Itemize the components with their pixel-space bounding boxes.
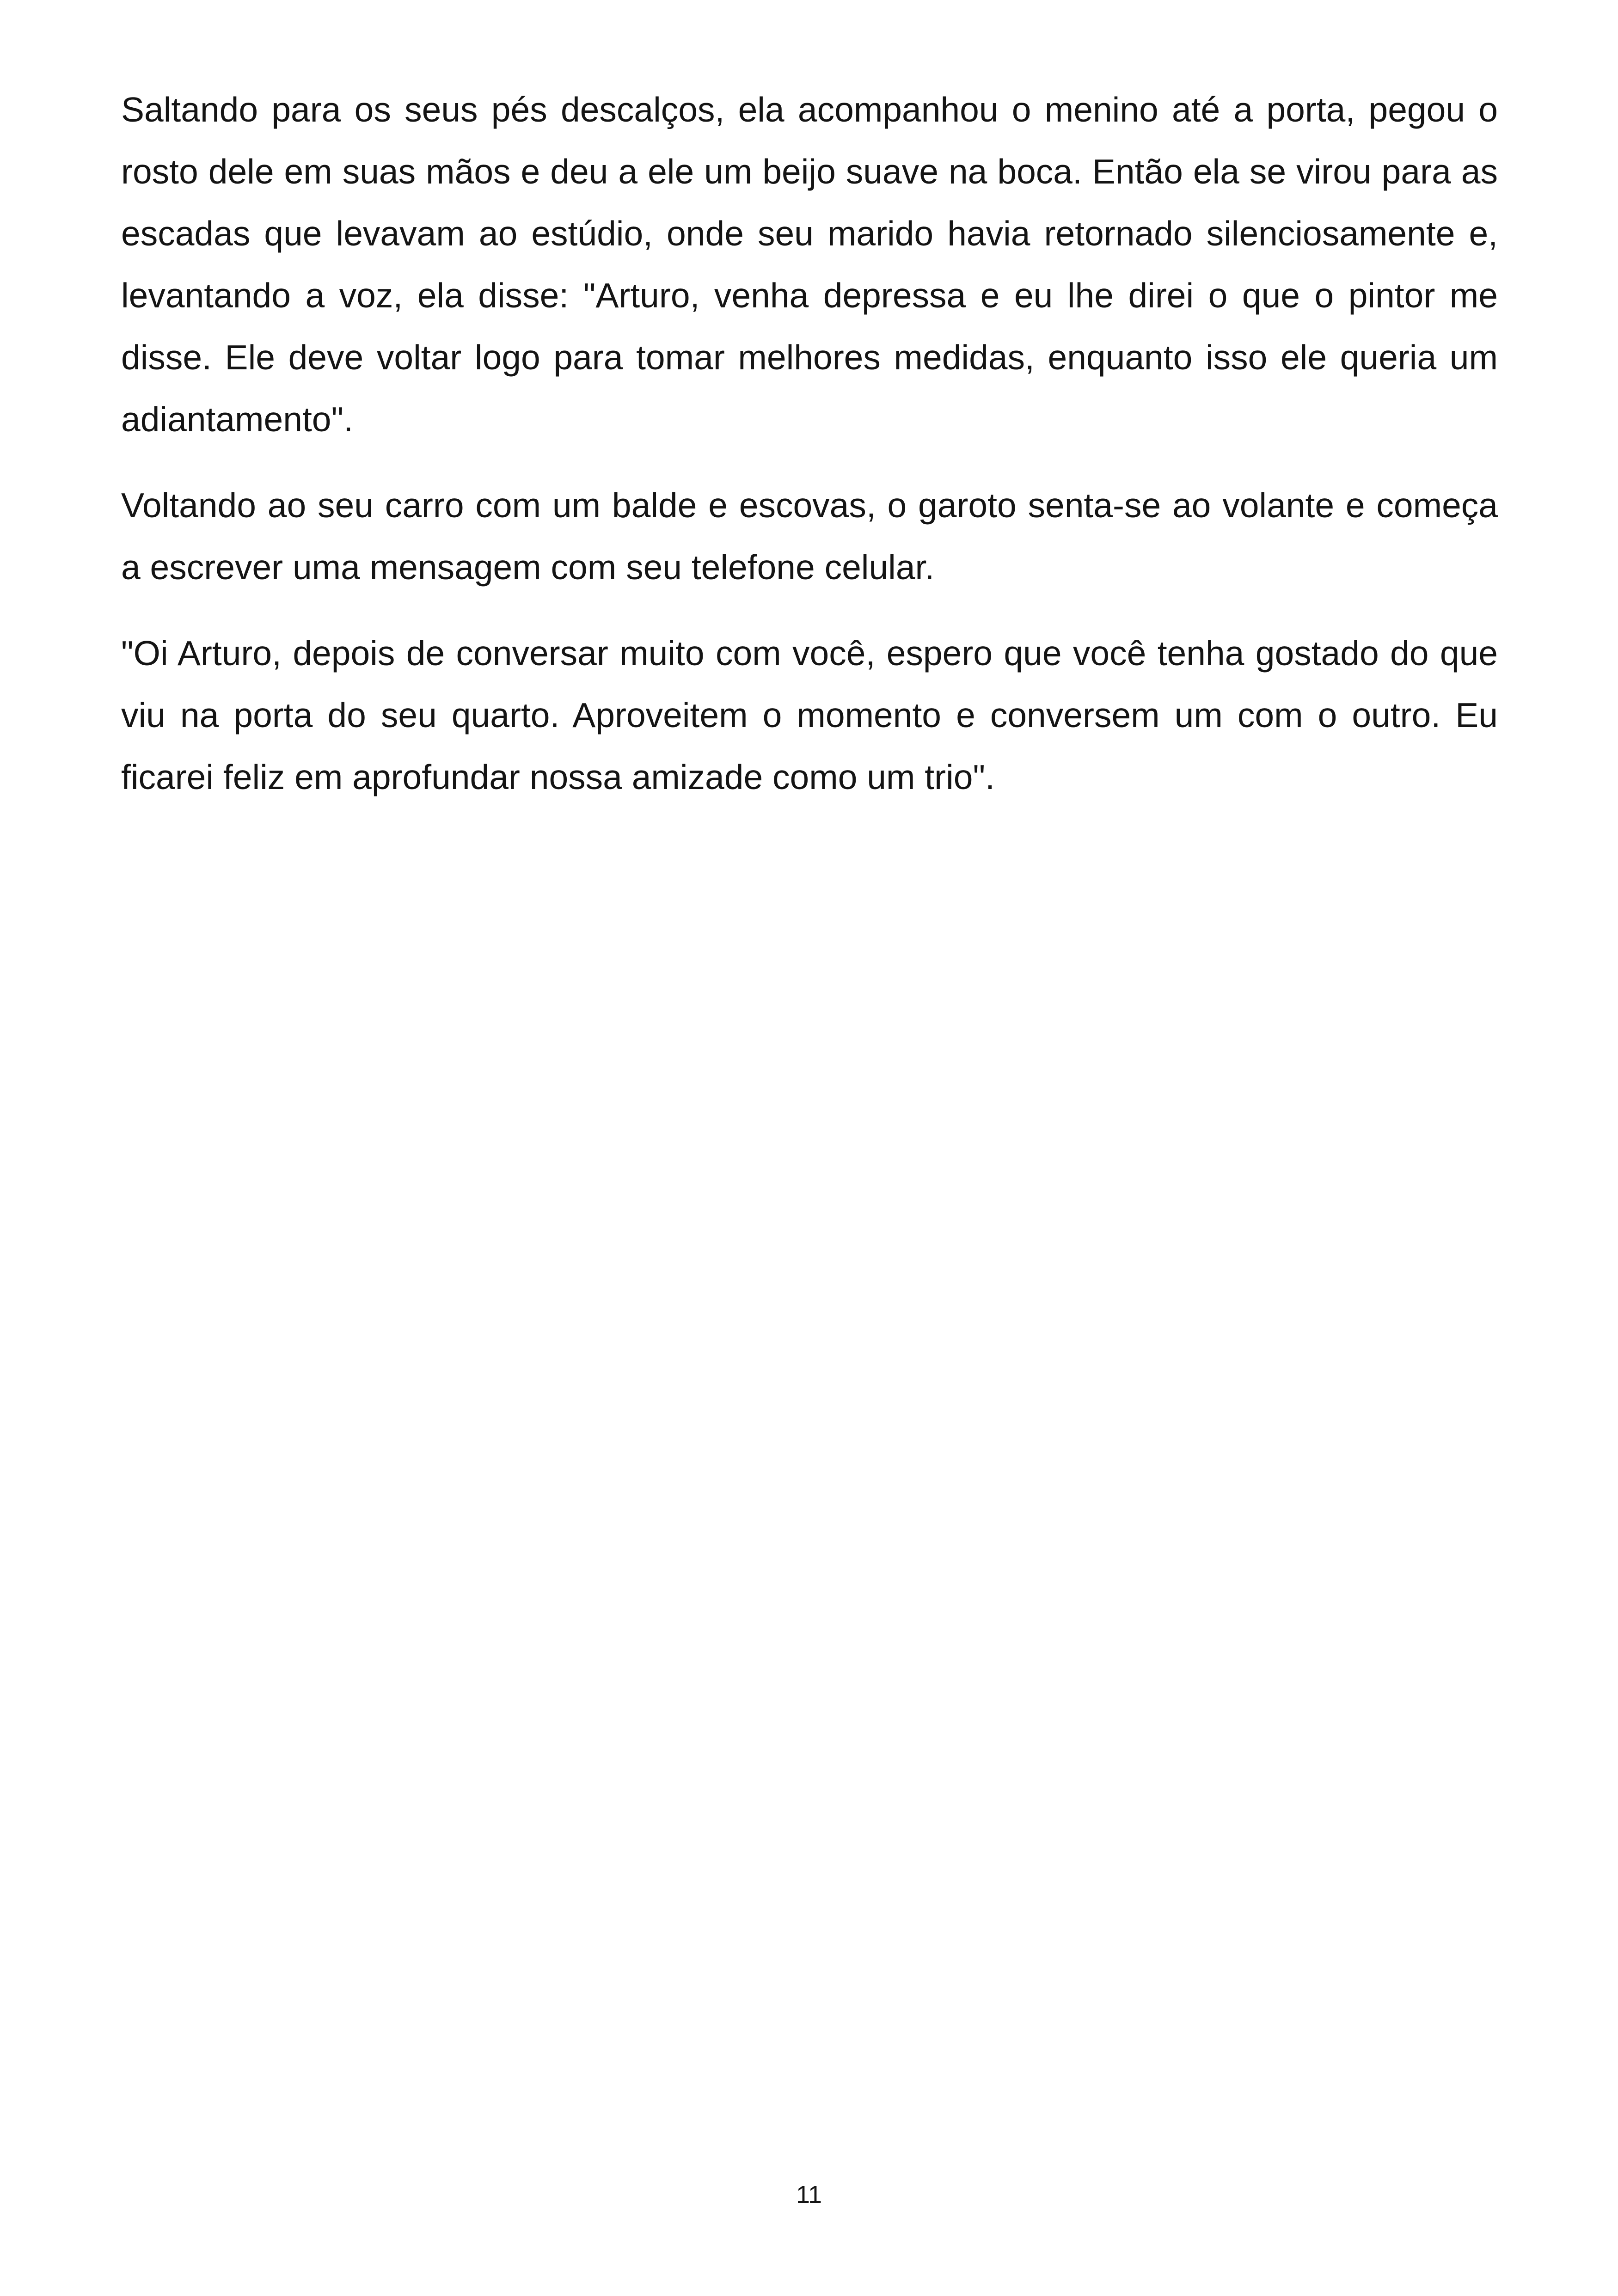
body-text xyxy=(121,79,1498,832)
paragraph-1: Saltando para os seus pés descalços, ela acompanhou o menino até a porta, pegou o rosto dele em suas mãos e deu a ele um beijo suave na boca. Então ela se virou para as escadas que levavam ao estúdio, onde seu marido havia retornado silenciosamente e, levantando a voz, ela disse: "Arturo, venha depressa e eu lhe direi o que o pintor me disse. Ele deve voltar logo para tomar melhores medidas, enquanto isso ele queria um adiantamento". xyxy=(121,90,1498,439)
paragraph-3: "Oi Arturo, depois de conversar muito com você, espero que você tenha gostado do que viu na porta do seu quarto. Aproveitem o momento e conversem um com o outro. Eu ficarei feliz em aprofundar nossa amizade como um trio". xyxy=(121,634,1498,796)
page-number: 11 xyxy=(796,2181,822,2209)
paragraph-2: Voltando ao seu carro com um balde e escovas, o garoto senta-se ao volante e começa a escrever uma mensagem com seu telefone celular. xyxy=(121,486,1498,587)
